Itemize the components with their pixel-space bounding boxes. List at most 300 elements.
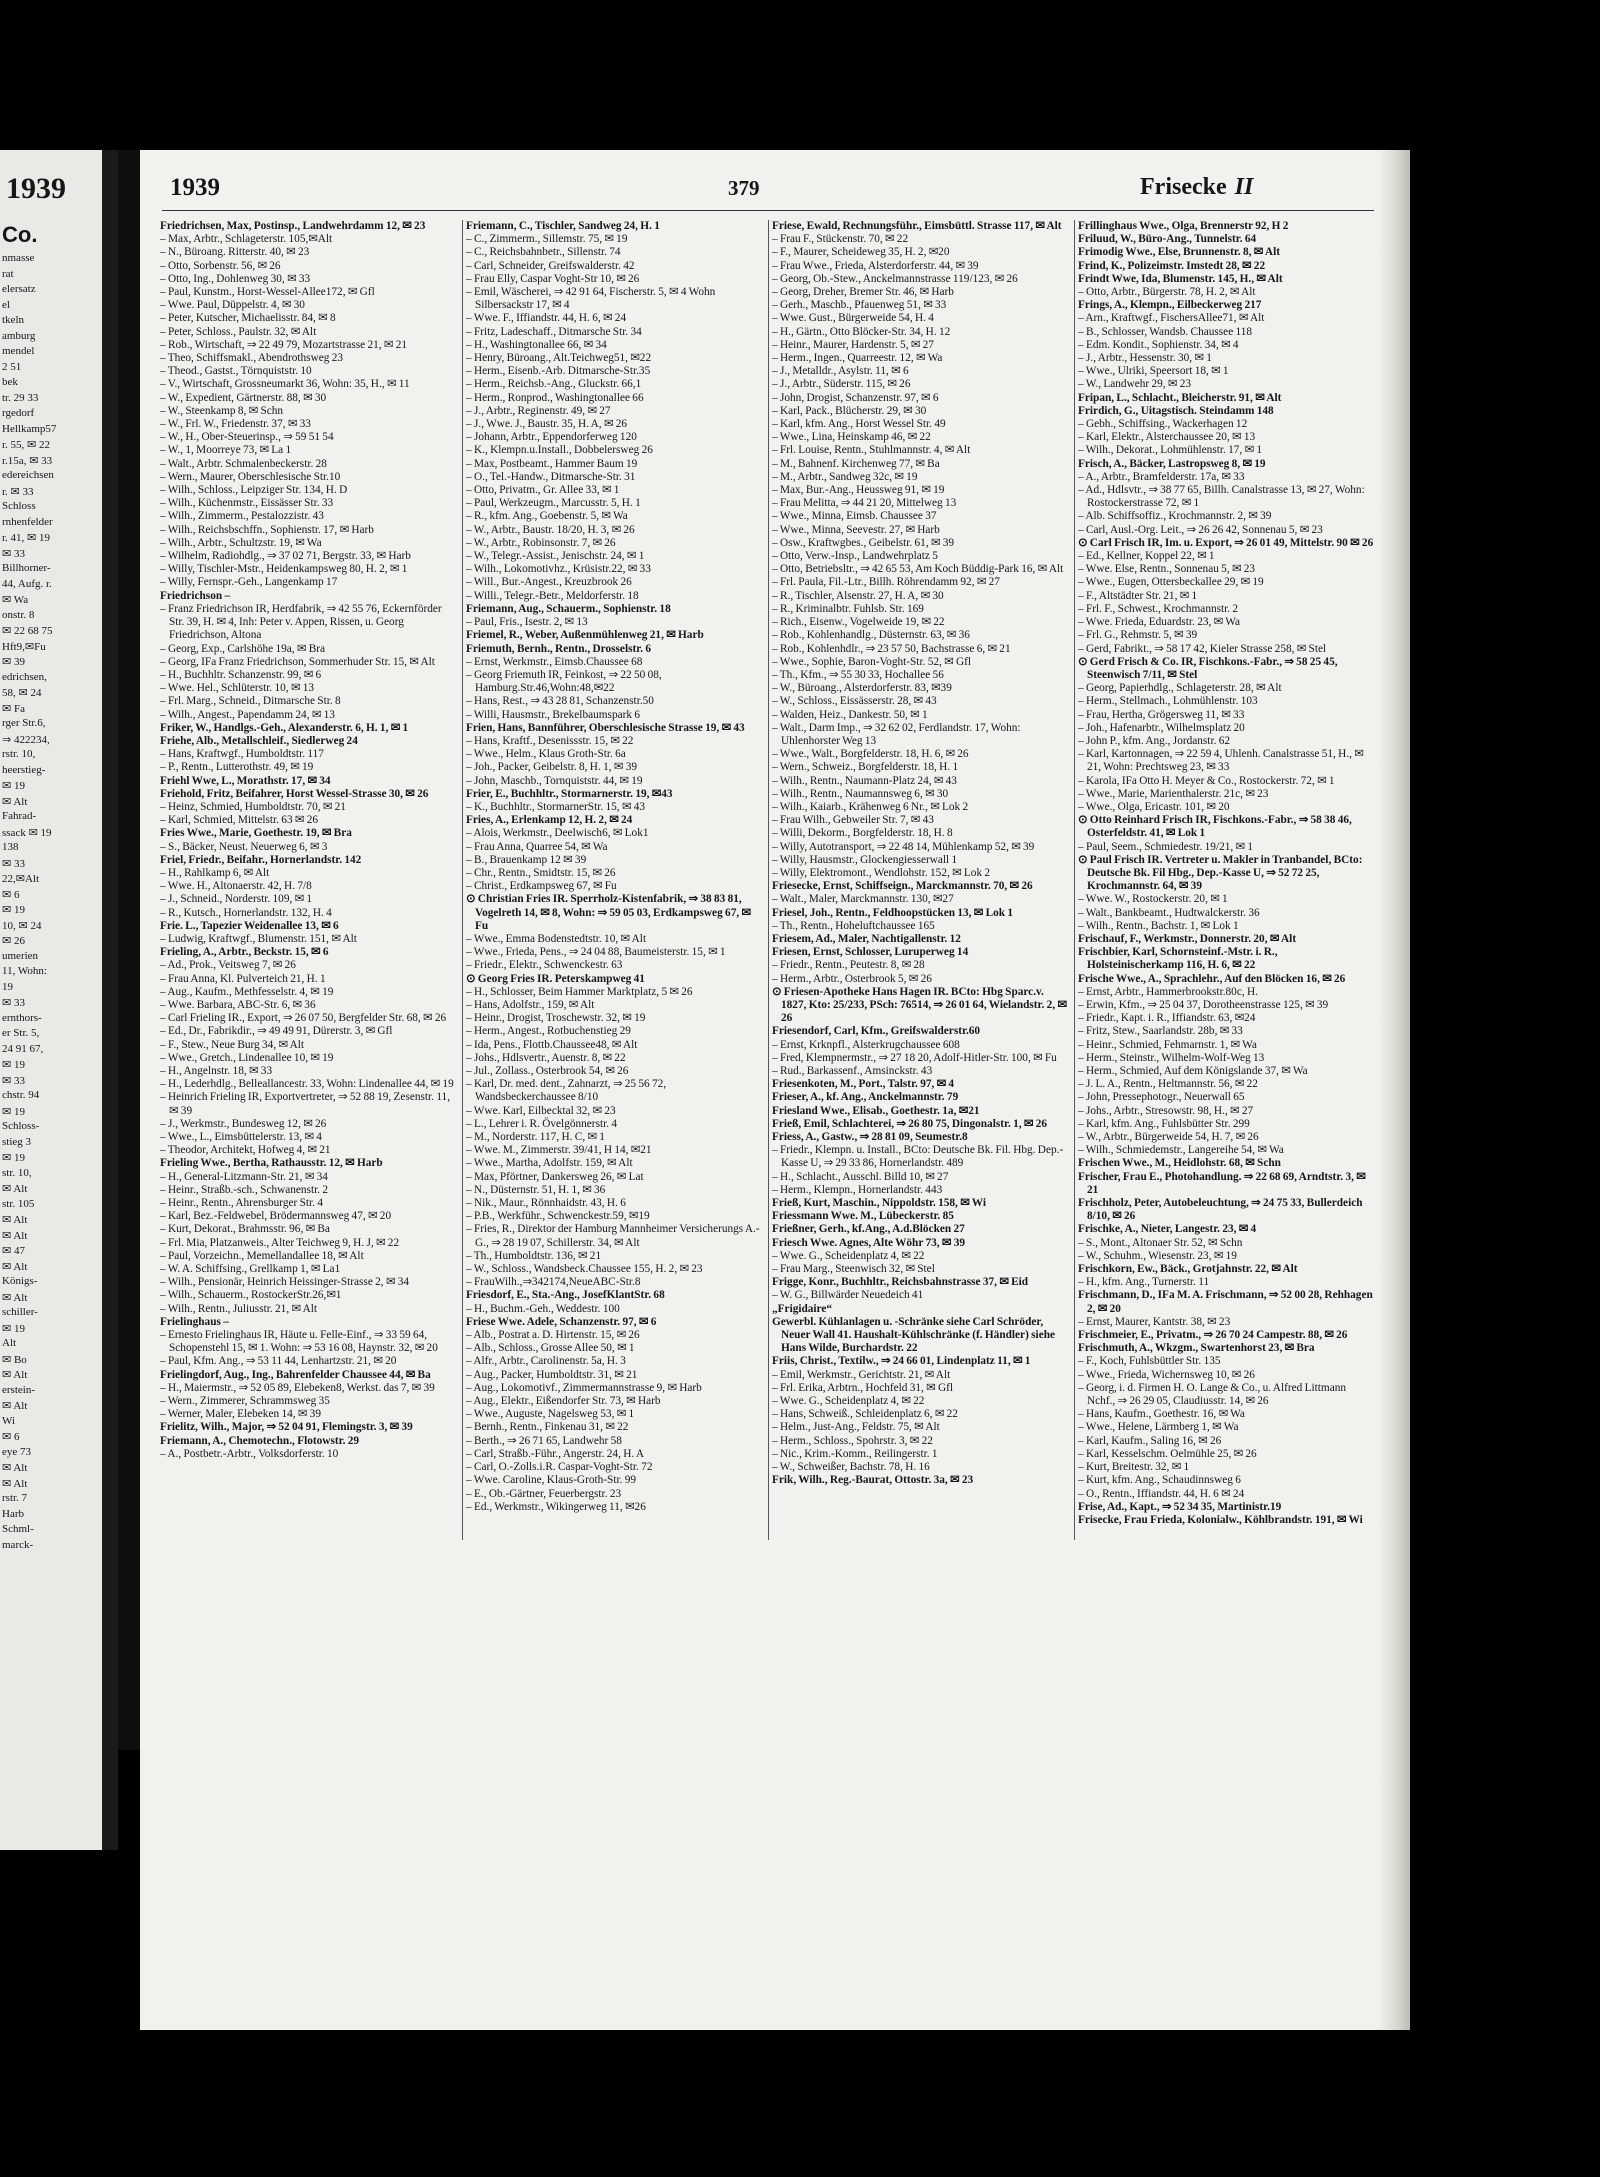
directory-entry: – R., Kutsch., Hornerlandstr. 132, H. 4: [160, 906, 332, 919]
previous-page-fragment: Alt: [2, 1337, 17, 1349]
directory-entry: ⊙ Paul Frisch IR. Vertreter u. Makler in Tranbandel, BCto: Deutsche Bk. Fil Hbg., Dep.-Kasse U, ⇒ 52 72 25, Krochmannstr. 64, ✉ 39: [1078, 853, 1363, 893]
directory-entry: – Heinrich Frieling IR, Exportvertreter, ⇒ 52 88 19, Zesenstr. 11, ✉ 39: [160, 1091, 451, 1117]
directory-entry: Friker, W., Handlgs.-Geh., Alexanderstr. 6, H. 1, ✉ 1: [160, 721, 409, 734]
previous-page-fragment: 11, Wohn:: [2, 965, 47, 977]
directory-entry: – Ernst, Krknpfl., Alsterkrugchaussee 608: [772, 1038, 960, 1051]
directory-entry: – Wilh., Schmiedemstr., Langereihe 54, ✉ Wa: [1078, 1144, 1284, 1157]
directory-entry: – Karl, Bez.-Feldwebel, Brödermannsweg 47, ✉ 20: [160, 1210, 392, 1223]
directory-entry: – Theodor, Architekt, Hofweg 4, ✉ 21: [160, 1144, 331, 1157]
directory-entry: – Gerh., Maschb., Pfauenweg 51, ✉ 33: [772, 299, 947, 312]
directory-entry: – V., Wirtschaft, Grossneumarkt 36, Wohn: 35, H., ✉ 11: [160, 378, 410, 391]
previous-page-fragment: ✉ Alt: [2, 1260, 28, 1273]
directory-entry: – Otto, Verw.-Insp., Landwehrplatz 5: [772, 550, 938, 563]
previous-page-fragment: ✉ 19: [2, 904, 25, 916]
directory-entry: – Paul, Vorzeichn., Memellandallee 18, ✉ Alt: [160, 1249, 364, 1262]
directory-entry: – M., Arbtr., Sandweg 32c, ✉ 19: [772, 470, 918, 483]
directory-entry: – Walt., Bankbeamt., Hudtwalckerstr. 36: [1078, 906, 1260, 919]
directory-entry: – Frau Wwe., Frieda, Alsterdorferstr. 44, ✉ 39: [772, 259, 979, 272]
directory-entry: – W., Steenkamp 8, ✉ Schn: [160, 404, 284, 417]
directory-entry: Frisch, A., Bäcker, Lastropsweg 8, ✉ 19: [1078, 457, 1266, 470]
directory-entry: – Georg, IFa Franz Friedrichson, Sommerhuder Str. 15, ✉ Alt: [160, 655, 435, 668]
directory-entry: – Wern., Zimmerer, Schrammsweg 35: [160, 1395, 330, 1408]
directory-entry: – W., H., Ober-Steuerinsp., ⇒ 59 51 54: [160, 431, 334, 444]
directory-entry: „Frigidaire“: [772, 1302, 833, 1315]
directory-entry: – K., Klempn.u.Install., Dobbelersweg 26: [466, 444, 653, 457]
directory-entry: – Friedr., Rentn., Peutestr. 8, ✉ 28: [772, 959, 925, 972]
directory-entry: – Frau F., Stückenstr. 70, ✉ 22: [772, 233, 909, 246]
previous-page-fragment: Harb: [2, 1507, 24, 1520]
directory-entry: – Herm., Stellmach., Lohmühlenstr. 103: [1078, 695, 1258, 708]
directory-entry: – Frl. Paula, Fil.-Ltr., Billh. Röhrendamm 92, ✉ 27: [772, 576, 1000, 589]
directory-entry: – W., Schloss., Wandsbeck.Chaussee 155, H. 2, ✉ 23: [466, 1263, 703, 1276]
directory-entry: – F., Altstädter Str. 21, ✉ 1: [1078, 589, 1198, 602]
directory-entry: – Aug., Lokomotivf., Zimmermannstrasse 9, ✉ Harb: [466, 1381, 702, 1394]
directory-entry: – Wilh., Schauerm., RostockerStr.26,✉1: [160, 1289, 342, 1302]
previous-page-fragment: rger Str.6,: [2, 717, 46, 729]
directory-entry: – Heinr., Maurer, Hardenstr. 5, ✉ 27: [772, 338, 934, 351]
directory-entry: – Wwe. F., Iffiandstr. 44, H. 6, ✉ 24: [466, 312, 627, 325]
previous-page-fragment: marck-: [2, 1538, 34, 1551]
previous-page-fragment: 138: [2, 841, 19, 853]
directory-entry: – Alb. Schiffsoffiz., Krochmannstr. 2, ✉ 39: [1078, 510, 1272, 523]
scanner-margin-bottom: [0, 2030, 1600, 2177]
directory-entry: – Frl. Mia, Platzanweis., Alter Teichweg 9, H. J, ✉ 22: [160, 1236, 400, 1249]
directory-entry: – Frl. Marg., Schneid., Ditmarsche Str. 8: [160, 695, 341, 708]
previous-page-fragment: ✉ 22 68 75: [2, 625, 53, 637]
directory-entry: – W., Büroang., Alsterdorferstr. 83, ✉39: [772, 682, 952, 695]
directory-entry: – Herm., Ronprod., Washingtonallee 66: [466, 391, 644, 404]
column-divider: [768, 220, 769, 1540]
directory-entry: – W., Schloss., Eissässerstr. 28, ✉ 43: [772, 695, 937, 708]
directory-entry: – Willi, Hausmstr., Brekelbaumspark 6: [466, 708, 640, 721]
directory-entry: – Ed., Kellner, Koppel 22, ✉ 1: [1078, 550, 1215, 563]
directory-entry: Frigge, Konr., Buchhltr., Reichsbahnstrasse 37, ✉ Eid: [772, 1276, 1029, 1289]
previous-page-fragment: mendel: [2, 345, 35, 357]
directory-entry: – Wwe., L., Eimsbüttelerstr. 13, ✉ 4: [160, 1131, 322, 1144]
directory-entry: Friese Wwe. Adele, Schanzenstr. 97, ✉ 6: [466, 1315, 657, 1328]
directory-entry: – Wwe. Paul, Düppelstr. 4, ✉ 30: [160, 299, 305, 312]
directory-entry: Frisecke, Frau Frieda, Kolonialw., Köhlbrandstr. 191, ✉ Wi: [1078, 1513, 1363, 1526]
directory-entry: – B., Schlosser, Wandsb. Chaussee 118: [1078, 325, 1253, 338]
directory-entry: – Wwe. M., Zimmerstr. 39/41, H 14, ✉21: [466, 1144, 652, 1157]
directory-entry: – Walt., Maler, Marckmannstr. 130, ✉27: [772, 893, 954, 906]
directory-entry: – Fries, R., Direktor der Hamburg Mannheimer Versicherungs A.-G., ⇒ 28 19 07, Schillerstr. 34, ✉ Alt: [466, 1223, 760, 1249]
directory-entry: ⊙ Carl Frisch IR, Im. u. Export, ⇒ 26 01 49, Mittelstr. 90 ✉ 26: [1078, 536, 1374, 549]
directory-entry: – Hans, Schweiß., Schleidenplatz 6, ✉ 22: [772, 1408, 958, 1421]
directory-entry: – J., Wwe. J., Baustr. 35, H. A, ✉ 26: [466, 418, 628, 431]
previous-page-fragment: ✉ 19: [2, 1105, 25, 1118]
previous-page-fragment: Billhorner-: [2, 562, 51, 574]
previous-page-fragment: amburg: [2, 329, 36, 342]
directory-entry: – L., Lehrer i. R. Övelgönnerstr. 4: [466, 1117, 618, 1130]
directory-entry: – J., Arbtr., Süderstr. 115, ✉ 26: [772, 378, 911, 391]
directory-entry: – B., Brauenkamp 12 ✉ 39: [466, 853, 587, 866]
directory-entry: – Nik., Maur., Rönnhaidstr. 43, H. 6: [466, 1197, 626, 1210]
directory-entry: – H., Angelnstr. 18, ✉ 33: [160, 1065, 273, 1077]
directory-entry: – F., Koch, Fuhlsbüttler Str. 135: [1078, 1355, 1221, 1368]
directory-entry: – Emil, Werkmstr., Gerichtstr. 21, ✉ Alt: [772, 1368, 951, 1381]
directory-entry: – Herm., Steinstr., Wilhelm-Wolf-Weg 13: [1078, 1051, 1265, 1064]
previous-page-fragment: ✉ Alt: [2, 1477, 28, 1490]
directory-entry: – Karl, Pack., Blücherstr. 29, ✉ 30: [772, 404, 927, 417]
directory-entry: – H., Washingtonallee 66, ✉ 34: [466, 338, 607, 351]
directory-entry: – Max, Pförtner, Dankersweg 26, ✉ Lat: [466, 1170, 644, 1183]
directory-entry: – Wilh., Rentn., Naumannsweg 6, ✉ 30: [772, 787, 949, 800]
directory-entry: – Rich., Eisenw., Vogelweide 19, ✉ 22: [772, 616, 945, 629]
directory-entry: – Edm. Kondit., Sophienstr. 34, ✉ 4: [1078, 338, 1239, 351]
directory-entry: – Karl, Kaufm., Saling 16, ✉ 26: [1078, 1434, 1222, 1447]
directory-entry: Friessmann Wwe. M., Lübeckerstr. 85: [772, 1210, 954, 1223]
directory-entry: Frischmann, D., IFa M. A. Frischmann, ⇒ 52 00 28, Rehhagen 2, ✉ 20: [1078, 1289, 1373, 1315]
directory-entry: – C., Reichsbahnbetr., Sillenstr. 74: [466, 246, 621, 259]
running-head-word: Frisecke: [1140, 174, 1227, 200]
directory-entry: – Ernst, Arbtr., Hammerbrookstr.80c, H.: [1078, 985, 1258, 998]
previous-page-fragment: Schloss-: [2, 1120, 40, 1132]
directory-entry: – K., Buchhltr., StormarnerStr. 15, ✉ 43: [466, 800, 646, 813]
previous-page-fragment: Königs-: [2, 1275, 38, 1287]
directory-entry: – Carl Frieling IR., Export, ⇒ 26 07 50, Bergfelder Str. 68, ✉ 26: [160, 1012, 447, 1025]
previous-page-fragment: Wi: [2, 1414, 15, 1427]
directory-entry: – Ludwig, Kraftwgf., Blumenstr. 151, ✉ Alt: [160, 932, 357, 945]
directory-entry: Friehl Wwe, L., Morathstr. 17, ✉ 34: [160, 774, 331, 787]
previous-page-fragment: rstr. 7: [2, 1492, 28, 1504]
directory-entry: – Th., Rentn., Hoheluftchaussee 165: [772, 919, 935, 932]
directory-entry: – Aug., Elektr., Eißendorfer Str. 73, ✉ Harb: [466, 1395, 661, 1408]
directory-entry: Frieß, Kurt, Maschin., Nippoldstr. 158, ✉ Wi: [772, 1197, 987, 1210]
directory-entry: – Fred, Klempnermstr., ⇒ 27 18 20, Adolf-Hitler-Str. 100, ✉ Fu: [772, 1051, 1057, 1064]
directory-entry: – Gebh., Schiffsing., Wackerhagen 12: [1078, 418, 1248, 431]
directory-entry: – F., Stew., Neue Burg 34, ✉ Alt: [160, 1038, 305, 1051]
directory-entry: Friemel, R., Weber, Außenmühlenweg 21, ✉ Harb: [466, 629, 704, 642]
directory-entry: – H., Schlosser, Beim Hammer Marktplatz, 5 ✉ 26: [466, 985, 693, 998]
directory-entry: – Carl, Ausl.-Org. Leit., ⇒ 26 26 42, Sonnenau 5, ✉ 23: [1078, 523, 1323, 536]
directory-entry: – John, Drogist, Schanzenstr. 97, ✉ 6: [772, 391, 939, 404]
previous-page-fragment: str. 105: [2, 1197, 35, 1210]
previous-page-fragment: ✉ Alt: [2, 1214, 28, 1226]
directory-entry: – Will., Bur.-Angest., Kreuzbrook 26: [466, 576, 632, 589]
directory-entry: ⊙ Christian Fries IR. Sperrholz-Kistenfabrik, ⇒ 38 83 81, Vogelreth 14, ✉ 8, Wohn: ⇒ 59 05 03, Erdkampsweg 67, ✉ Fu: [466, 893, 751, 932]
directory-entry: – Willy, Tischler-Mstr., Heidenkampsweg 80, H. 2, ✉ 1: [160, 563, 408, 576]
directory-entry: – A., Postbetr.-Arbtr., Volksdorferstr. 10: [160, 1447, 339, 1460]
column-divider: [1074, 220, 1075, 1540]
directory-entry: Frischauf, F., Werkmstr., Donnerstr. 20, ✉ Alt: [1078, 932, 1297, 945]
previous-page-fragment: ✉ 19: [2, 1152, 25, 1164]
directory-entry: Frien, Hans, Bannführer, Oberschlesische Strasse 19, ✉ 43: [466, 721, 745, 734]
directory-entry: – Joh., Packer, Geibelstr. 8, H. 1, ✉ 39: [466, 761, 637, 774]
directory-entry: – Hans, Rest., ⇒ 43 28 81, Schanzenstr.50: [466, 695, 654, 708]
directory-entry: – Wilh., Kaiarb., Krähenweg 6 Nr., ✉ Lok 2: [772, 800, 969, 813]
previous-page-fragment: r. ✉ 33: [2, 485, 34, 498]
directory-entry: – Ed., Dr., Fabrikdir., ⇒ 49 49 91, Dürerstr. 3, ✉ Gfl: [160, 1025, 393, 1038]
directory-entry: – Karl, Schmied, Mittelstr. 63 ✉ 26: [160, 814, 319, 827]
directory-entry: – Jul., Zollass., Osterbrook 54, ✉ 26: [466, 1065, 629, 1077]
previous-page-fragment: ✉ 39: [2, 656, 25, 668]
previous-page-fragment: 19: [2, 980, 13, 993]
directory-entry: – Willi., Telegr.-Betr., Meldorferstr. 18: [466, 589, 639, 602]
directory-entry: – Carl, O.-Zolls.i.R. Caspar-Voght-Str. 72: [466, 1461, 653, 1474]
directory-entry: Frie. L., Tapezier Weidenallee 13, ✉ 6: [160, 919, 339, 932]
directory-entry: – W. A. Schiffsing., Grellkamp 1, ✉ La1: [160, 1263, 341, 1276]
directory-entry: – H., Schlacht., Ausschl. Billd 10, ✉ 27: [772, 1170, 949, 1183]
previous-page-fragment: r. 41, ✉ 19: [2, 532, 51, 544]
previous-page-fragment: er Str. 5,: [2, 1027, 40, 1039]
scanner-margin-right: [1410, 150, 1600, 2030]
directory-entry: Friess, A., Gastw., ⇒ 28 81 09, Seumestr.8: [772, 1131, 968, 1144]
directory-entry: – Wern., Maurer, Oberschlesische Str.10: [160, 470, 341, 483]
directory-entry: – J. L. A., Rentn., Heltmannstr. 56, ✉ 22: [1078, 1078, 1258, 1091]
directory-entry: ⊙ Gerd Frisch & Co. IR, Fischkons.-Fabr., ⇒ 58 25 45, Steenwisch 7/11, ✉ Stel: [1078, 655, 1338, 681]
page-header: [140, 174, 1410, 204]
directory-entry: – Hans, Kaufm., Goethestr. 16, ✉ Wa: [1078, 1408, 1245, 1421]
directory-entry: Frischer, Frau E., Photohandlung. ⇒ 22 68 69, Arndtstr. 3, ✉ 21: [1078, 1170, 1366, 1196]
directory-entry: Frieling, A., Arbtr., Beckstr. 15, ✉ 6: [160, 946, 329, 959]
directory-entry: – Aug., Packer, Humboldtstr. 31, ✉ 21: [466, 1368, 638, 1381]
previous-page-fragment: ✉ 33: [2, 1074, 25, 1087]
directory-entry: – Wilh., Rentn., Naumann-Platz 24, ✉ 43: [772, 774, 957, 787]
directory-entry: Friesem, Ad., Maler, Nachtigallenstr. 12: [772, 932, 961, 945]
directory-entry: – J., Arbtr., Reginenstr. 49, ✉ 27: [466, 404, 611, 417]
directory-entry: – Willy, Hausmstr., Glockengiesserwall 1: [772, 853, 958, 866]
directory-entry: – P.B., Werkführ., Schwenckestr.59, ✉19: [466, 1210, 650, 1223]
previous-page-year: 1939: [6, 172, 66, 205]
directory-entry: – Alois, Werkmstr., Deelwisch6, ✉ Lok1: [466, 827, 649, 840]
directory-entry: – Frau Anna, Kl. Pulverteich 21, H. 1: [160, 972, 326, 985]
directory-entry: – Walt., Arbtr. Schmalenbeckerstr. 28: [160, 457, 327, 470]
directory-entry: Frieser, A., kf. Ang., Anckelmannstr. 79: [772, 1091, 959, 1104]
directory-entry: – Hans, Kraftf., Desenissstr. 15, ✉ 22: [466, 734, 634, 747]
previous-page-fragment: onstr. 8: [2, 608, 35, 621]
directory-entry: – P., Rentn., Lutterothstr. 49, ✉ 19: [160, 761, 314, 774]
directory-entry: – Wwe., Olga, Ericastr. 101, ✉ 20: [1078, 800, 1230, 813]
directory-entry: – Wilh., Dekorat., Lohmühlenstr. 17, ✉ 1: [1078, 444, 1263, 457]
directory-entry: – Herm., Ingen., Quarreestr. 12, ✉ Wa: [772, 352, 943, 365]
directory-entry: – H., kfm. Ang., Turnerstr. 11: [1078, 1276, 1210, 1289]
directory-entry: – Frau Wilh., Gebweiler Str. 7, ✉ 43: [772, 814, 934, 827]
previous-page-fragment: ✉ 19: [2, 780, 25, 792]
directory-entry: – Wwe. Gust., Bürgerweide 54, H. 4: [772, 312, 934, 325]
previous-page-fragment: ssack ✉ 19: [2, 826, 52, 839]
directory-entry: Frier, E., Buchhltr., Stormarnerstr. 19, ✉43: [466, 787, 673, 800]
previous-page-fragment: ✉ 47: [2, 1245, 25, 1257]
page-fold-shadow: [102, 150, 118, 1850]
previous-page-fragment: tkeln: [2, 314, 24, 326]
directory-entry: Friesch Wwe. Agnes, Alte Wöhr 73, ✉ 39: [772, 1236, 965, 1249]
directory-entry: – Karola, IFa Otto H. Meyer & Co., Rostockerstr. 72, ✉ 1: [1078, 774, 1335, 787]
directory-entry: Friel, Friedr., Beifahr., Hornerlandstr. 142: [160, 853, 362, 866]
directory-entry: Friesendorf, Carl, Kfm., Greifswalderstr.60: [772, 1025, 981, 1038]
directory-entry: – Wwe., Emma Bodenstedtstr. 10, ✉ Alt: [466, 932, 647, 945]
previous-page-fragment: edereichsen: [2, 469, 54, 481]
directory-entry: – Karl, Dr. med. dent., Zahnarzt, ⇒ 25 56 72, Wandsbeckerchaussee 8/10: [466, 1078, 667, 1104]
directory-entry: – W., 1, Moorreye 73, ✉ La 1: [160, 444, 292, 457]
directory-entry: – Alfr., Arbtr., Carolinenstr. 5a, H. 3: [466, 1355, 626, 1368]
directory-entry: – W., Arbtr., Baustr. 18/20, H. 3, ✉ 26: [466, 523, 635, 536]
directory-entry: Friemann, C., Tischler, Sandweg 24, H. 1: [466, 220, 660, 232]
directory-entry: – Alb., Postrat a. D. Hirtenstr. 15, ✉ 26: [466, 1329, 640, 1342]
directory-entry: Fries, A., Erlenkamp 12, H. 2, ✉ 24: [466, 814, 633, 827]
column-divider: [462, 220, 463, 1540]
directory-entry: – Gerd, Fabrikt., ⇒ 58 17 42, Kieler Strasse 258, ✉ Stel: [1078, 642, 1327, 655]
previous-page-fragment: ✉ Alt: [2, 795, 28, 808]
directory-entry: Friesenkoten, M., Port., Talstr. 97, ✉ 4: [772, 1078, 955, 1091]
directory-entry: – Wwe., Eugen, Ottersbeckallee 29, ✉ 19: [1078, 576, 1264, 589]
directory-entry: – Kurt, Breitestr. 32, ✉ 1: [1078, 1461, 1190, 1474]
previous-page-fragment: 44, Aufg. r.: [2, 577, 52, 590]
running-head: [1140, 174, 1253, 201]
directory-entry: – W., Schweißer, Bachstr. 78, H. 16: [772, 1461, 930, 1474]
directory-entry: – Wwe., Auguste, Nagelsweg 53, ✉ 1: [466, 1408, 635, 1421]
directory-entry: – Wilh., Pensionär, Heinrich Heissinger-Strasse 2, ✉ 34: [160, 1276, 410, 1289]
directory-entry: – FrauWilh.,⇒342174,NeueABC-Str.8: [466, 1276, 641, 1289]
directory-entry: – O., Tel.-Handw., Ditmarsche-Str. 31: [466, 470, 636, 483]
directory-entry: – W., Expedient, Gärtnerstr. 88, ✉ 30: [160, 391, 327, 404]
directory-entry: – Frau Anna, Quarree 54, ✉ Wa: [466, 840, 608, 853]
directory-entry: Frischmeier, E., Privatm., ⇒ 26 70 24 Campestr. 88, ✉ 26: [1078, 1329, 1348, 1342]
directory-entry: – Christ., Erdkampsweg 67, ✉ Fu: [466, 880, 617, 893]
directory-entry: Frielitz, Wilh., Major, ⇒ 52 04 91, Flemingstr. 3, ✉ 39: [160, 1421, 413, 1434]
previous-page-fragment: eye 73: [2, 1445, 32, 1458]
directory-entry: – Wilh., Arbtr., Schultzstr. 19, ✉ Wa: [160, 536, 322, 549]
directory-entry: – Peter, Kutscher, Michaelisstr. 84, ✉ 8: [160, 312, 336, 325]
directory-entry: Frieß, Emil, Schlachterei, ⇒ 26 80 75, Dingonalstr. 1, ✉ 26: [772, 1117, 1048, 1130]
directory-entry: – Wwe., Minna, Seevestr. 27, ✉ Harb: [772, 523, 940, 536]
directory-entry: – Willy, Fernspr.-Geh., Langenkamp 17: [160, 576, 338, 589]
directory-column-1: [160, 220, 458, 1550]
directory-entry: – Erwin, Kfm., ⇒ 25 04 37, Dorotheenstrasse 125, ✉ 39: [1078, 998, 1329, 1011]
directory-page: [140, 150, 1410, 2030]
directory-entry: – Otto, Betriebsltr., ⇒ 42 65 53, Am Koch Büddig-Park 16, ✉ Alt: [772, 563, 1064, 576]
directory-entry: – Frl. G., Rehmstr. 5, ✉ 39: [1078, 629, 1198, 642]
header-rule: [162, 210, 1374, 211]
directory-entry: – Arn., Kraftwgf., FischersAllee71, ✉ Alt: [1078, 312, 1265, 325]
previous-page-fragment: heerstieg-: [2, 763, 46, 776]
directory-entry: – H., Buchhltr. Schanzenstr. 99, ✉ 6: [160, 668, 322, 681]
directory-entry: – Friedr., Elektr., Schwenckestr. 63: [466, 959, 623, 972]
directory-entry: – M., Bahnenf. Kirchenweg 77, ✉ Ba: [772, 457, 940, 470]
directory-entry: – Frau Melitta, ⇒ 44 21 20, Mittelweg 13: [772, 497, 957, 510]
directory-entry: – Wern., Schweiz., Borgfelderstr. 18, H. 1: [772, 761, 959, 774]
directory-entry: – Herm., Klempn., Hornerlandstr. 443: [772, 1183, 943, 1196]
directory-entry: Frimodig Wwe., Else, Brunnenstr. 8, ✉ Alt: [1078, 246, 1280, 259]
directory-entry: – Max, Bur.-Ang., Heussweg 91, ✉ 19: [772, 484, 945, 497]
previous-page-fragment: r.15a, ✉ 33: [2, 454, 53, 467]
directory-entry: – Wwe., Frieda, Pens., ⇒ 24 04 88, Baumeisterstr. 15, ✉ 1: [466, 946, 726, 959]
directory-entry: – Wwe., Lina, Heinskamp 46, ✉ 22: [772, 431, 931, 444]
directory-entry: Friesdorf, E., Sta.-Ang., JosefKlantStr. 68: [466, 1289, 665, 1302]
previous-page-fragment: bek: [2, 376, 18, 388]
previous-page-fragment: ✉ 26: [2, 935, 25, 947]
directory-entry: – Heinz, Schmied, Humboldtstr. 70, ✉ 21: [160, 800, 346, 813]
directory-entry: – C., Zimmerm., Sillemstr. 75, ✉ 19: [466, 233, 628, 246]
directory-entry: Friemuth, Bernh., Rentn., Drosselstr. 6: [466, 642, 652, 655]
directory-entry: – John, Pressephotogr., Neuerwall 65: [1078, 1091, 1245, 1104]
directory-entry: ⊙ Friesen-Apotheke Hans Hagen IR. BCto: Hbg Sparc.v. 1827, Kto: 25/233, PSch: 76514, ⇒ 26 01 64, Wielandstr. 2, ✉ 26: [772, 985, 1067, 1025]
directory-entry: – Helm., Just-Ang., Feldstr. 75, ✉ Alt: [772, 1421, 940, 1434]
previous-page-fragment: Fahrad-: [2, 810, 37, 822]
directory-entry: – Ad., Hdlsvtr., ⇒ 38 77 65, Billh. Canalstrasse 13, ✉ 27, Wohn: Rostockerstrasse 72, ✉ 1: [1078, 484, 1365, 510]
directory-entry: – Frl. Erika, Arbtrn., Hochfeld 31, ✉ Gfl: [772, 1381, 954, 1394]
previous-page-fragment: rstr. 10,: [2, 748, 36, 760]
directory-entry: – Willy, Autotransport, ⇒ 22 48 14, Mühlenkamp 52, ✉ 39: [772, 840, 1035, 853]
directory-entry: – Herm., Schmied, Auf dem Königslande 37, ✉ Wa: [1078, 1065, 1308, 1077]
directory-entry: – Ernst, Werkmstr., Eimsb.Chaussee 68: [466, 655, 643, 668]
directory-entry: – Herm., Angest., Rotbuchenstieg 29: [466, 1025, 631, 1038]
directory-entry: Friedrichsen, Max, Postinsp., Landwehrdamm 12, ✉ 23: [160, 220, 426, 232]
directory-column-3: [772, 220, 1070, 1550]
previous-page-fragment: ✉ Alt: [2, 1291, 28, 1304]
directory-entry: – Frl. Louise, Rentn., Stuhlmannstr. 4, ✉ Alt: [772, 444, 971, 457]
previous-page-fragment: Schml-: [2, 1523, 34, 1535]
directory-entry: – Friedr., Kapt. i. R., Iffiandstr. 63, ✉24: [1078, 1012, 1256, 1025]
directory-entry: – Walden, Heiz., Dankestr. 50, ✉ 1: [772, 708, 928, 721]
directory-entry: – Herm., Schloss., Spohrstr. 3, ✉ 22: [772, 1434, 933, 1447]
directory-entry: – J., Arbtr., Hessenstr. 30, ✉ 1: [1078, 352, 1212, 365]
directory-entry: – Rob., Wirtschaft, ⇒ 22 49 79, Mozartstrasse 21, ✉ 21: [160, 338, 408, 351]
directory-entry: – Otto, Privatm., Gr. Allee 33, ✉ 1: [466, 484, 620, 497]
directory-entry: Frillinghaus Wwe., Olga, Brennerstr 92, H 2: [1078, 220, 1289, 232]
directory-entry: – Bernh., Rentn., Finkenau 31, ✉ 22: [466, 1421, 629, 1434]
directory-entry: – S., Mont., Altonaer Str. 52, ✉ Schn: [1078, 1236, 1243, 1249]
directory-entry: Frischke, A., Nieter, Langestr. 23, ✉ 4: [1078, 1223, 1257, 1236]
directory-entry: – Joh., Hafenarbtr., Wilhelmsplatz 20: [1078, 721, 1245, 734]
directory-entry: Friedrichson –: [160, 589, 231, 602]
directory-entry: – Aug., Kaufm., Methfesselstr. 4, ✉ 19: [160, 985, 334, 998]
directory-entry: – Wwe. Karl, Eilbecktal 32, ✉ 23: [466, 1104, 616, 1117]
directory-entry: – W., Arbtr., Robinsonstr. 7, ✉ 26: [466, 536, 616, 549]
directory-entry: – Wilh., Angest., Papendamm 24, ✉ 13: [160, 708, 335, 721]
directory-entry: – Heinr., Rentn., Ahrensburger Str. 4: [160, 1197, 323, 1210]
directory-entry: – H., Lederhdlg., Belleallancestr. 33, Wohn: Lindenallee 44, ✉ 19: [160, 1078, 454, 1091]
previous-page-fragment: ✉ Alt: [2, 1400, 28, 1412]
directory-entry: – Paul, Seem., Schmiedestr. 19/21, ✉ 1: [1078, 840, 1253, 853]
directory-entry: Friemann, Aug., Schauerm., Sophienstr. 18: [466, 602, 671, 615]
directory-entry: – Wwe. Barbara, ABC-Str. 6, ✉ 36: [160, 998, 316, 1011]
directory-entry: – Karl, Kartonnagen, ⇒ 22 59 4, Uhlenh. Canalstrasse 51, H., ✉ 21, Wohn: Prechtsweg 23, ✉ 33: [1078, 748, 1364, 774]
directory-entry: – Fritz, Stew., Saarlandstr. 28b, ✉ 33: [1078, 1025, 1243, 1038]
previous-page-fragment: rgedorf: [2, 407, 35, 419]
directory-entry: Frischbier, Karl, Schornsteinf.-Mstr. i. R., Holsteinischerkamp 116, H. 6, ✉ 22: [1078, 946, 1278, 972]
directory-entry: – Wilh., Küchenmstr., Eissässer Str. 33: [160, 497, 334, 510]
previous-page-fragment: ⇒ 422234,: [2, 733, 50, 746]
directory-entry: – Karl, Elektr., Alsterchaussee 20, ✉ 13: [1078, 431, 1256, 444]
previous-page-fragment: 2 51: [2, 360, 22, 373]
directory-entry: Frindt Wwe, Ida, Blumenstr. 145, H., ✉ Alt: [1078, 272, 1283, 285]
previous-page-fragment: el: [2, 298, 10, 311]
directory-entry: – Herm., Eisenb.-Arb. Ditmarsche-Str.35: [466, 365, 651, 378]
directory-entry: – Th., Kfm., ⇒ 55 30 33, Hochallee 56: [772, 668, 944, 681]
directory-entry: Friesecke, Ernst, Schiffseign., Marckmannstr. 70, ✉ 26: [772, 880, 1033, 893]
directory-entry: – Ed., Werkmstr., Wikingerweg 11, ✉26: [466, 1500, 646, 1513]
previous-page-fragment: ✉ 6: [2, 1431, 20, 1443]
previous-page-fragment: ✉ 33: [2, 547, 25, 560]
directory-entry: – Paul, Fris., Isestr. 2, ✉ 13: [466, 616, 588, 629]
directory-entry: Frirdich, G., Uitagstisch. Steindamm 148: [1078, 404, 1274, 417]
directory-entry: – Werner, Maler, Elebeken 14, ✉ 39: [160, 1408, 321, 1421]
directory-entry: – Wwe. Caroline, Klaus-Groth-Str. 99: [466, 1474, 637, 1487]
directory-entry: – Rud., Barkassenf., Amsinckstr. 43: [772, 1065, 933, 1077]
directory-entry: – H., Gärtn., Otto Blöcker-Str. 34, H. 12: [772, 325, 951, 338]
directory-entry: – Paul, Kunstm., Horst-Wessel-Allee172, ✉ Gfl: [160, 286, 375, 299]
directory-entry: – John, Maschb., Tornquiststr. 44, ✉ 19: [466, 774, 643, 787]
previous-page-fragment: Hellkamp57: [2, 422, 57, 435]
directory-entry: – Theo, Schiffsmakl., Abendrothsweg 23: [160, 352, 344, 365]
previous-page-fragment: schiller-: [2, 1306, 38, 1318]
directory-entry: – W., Landwehr 29, ✉ 23: [1078, 378, 1192, 391]
directory-entry: Frik, Wilh., Reg.-Baurat, Ottostr. 3a, ✉ 23: [772, 1474, 974, 1487]
directory-entry: Frischholz, Peter, Autobeleuchtung, ⇒ 24 75 33, Bullerdeich 8/10, ✉ 26: [1078, 1197, 1363, 1223]
previous-page-fragment: chstr. 94: [2, 1089, 40, 1101]
directory-entry: – Walt., Darm Imp., ⇒ 32 62 02, Ferdlandstr. 17, Wohn: Uhlenhorster Weg 13: [772, 721, 1021, 747]
